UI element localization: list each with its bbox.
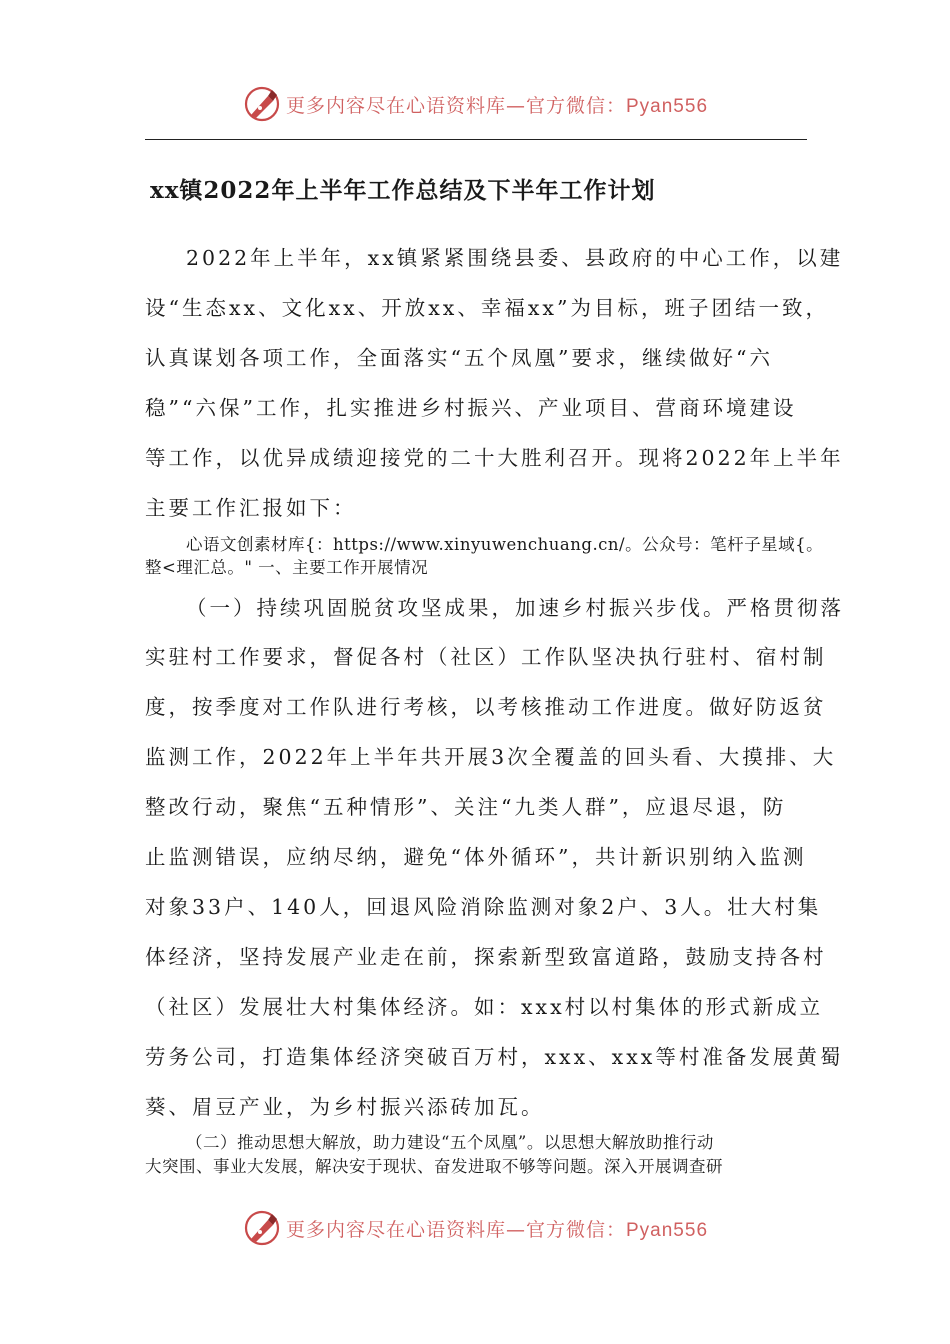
section1-line: 体经济，坚持发展产业走在前，探索新型致富道路，鼓励支持各村 [145, 945, 827, 969]
section1-line: 实驻村工作要求，督促各村（社区）工作队坚决执行驻村、宿村制 [145, 645, 827, 669]
source-note-line: 整<理汇总。" 一、主要工作开展情况 [145, 558, 429, 577]
header-banner [0, 82, 950, 126]
section2-line: 大突围、事业大发展，解决安于现状、奋发进取不够等问题。深入开展调查研 [145, 1157, 723, 1176]
section1-line: 整改行动，聚焦“五种情形”、关注“九类人群”，应退尽退，防 [145, 795, 787, 819]
intro-line: 主要工作汇报如下： [145, 496, 357, 520]
footer-banner [0, 1206, 950, 1250]
intro-line: 稳”“六保”工作，扎实推进乡村振兴、产业项目、营商环境建设 [145, 396, 797, 420]
section1-line: 止监测错误，应纳尽纳，避免“体外循环”，共计新识别纳入监测 [145, 845, 807, 869]
banner-brand: Pyan556 [626, 95, 709, 117]
intro-line: 2022年上半年，xx镇紧紧围绕县委、县政府的中心工作，以建 [186, 246, 844, 270]
banner-brand: Pyan556 [626, 1219, 709, 1241]
intro-line: 设“生态xx、文化xx、开放xx、幸福xx”为目标，班子团结一致， [145, 296, 829, 320]
header-divider [145, 139, 807, 140]
banner-text: 更多内容尽在心语资料库—官方微信：Pyan556 [285, 94, 709, 117]
section1-line: 对象33户、140人，回退风险消除监测对象2户、3人。壮大村集 [145, 895, 822, 919]
section1-line: 监测工作，2022年上半年共开展3次全覆盖的回头看、大摸排、大 [145, 745, 837, 769]
intro-line: 认真谋划各项工作，全面落实“五个凤凰”要求，继续做好“六 [145, 346, 773, 370]
section1-line: 劳务公司，打造集体经济突破百万村，xxx、xxx等村准备发展黄蜀 [145, 1045, 844, 1069]
section1-line: 度，按季度对工作队进行考核，以考核推动工作进度。做好防返贫 [145, 695, 827, 719]
section2-line: （二）推动思想大解放，助力建设“五个凤凰”。以思想大解放助推行动 [186, 1133, 714, 1152]
section1-line: （一）持续巩固脱贫攻坚成果，加速乡村振兴步伐。严格贯彻落 [186, 596, 844, 620]
document-title: xx镇2022年上半年工作总结及下半年工作计划 [150, 177, 656, 204]
section1-line: （社区）发展壮大村集体经济。如：xxx村以村集体的形式新成立 [145, 995, 824, 1019]
pen-nib-logo-icon [242, 1208, 282, 1248]
banner-text: 更多内容尽在心语资料库—官方微信：Pyan556 [285, 1218, 709, 1241]
source-note-line: 心语文创素材库{：https://www.xinyuwenchuang.cn/。公众号：笔杆子星域{。 [186, 535, 824, 554]
intro-line: 等工作，以优异成绩迎接党的二十大胜利召开。现将2022年上半年 [145, 446, 844, 470]
section1-line: 葵、眉豆产业，为乡村振兴添砖加瓦。 [145, 1095, 545, 1119]
pen-nib-logo-icon [242, 84, 282, 124]
